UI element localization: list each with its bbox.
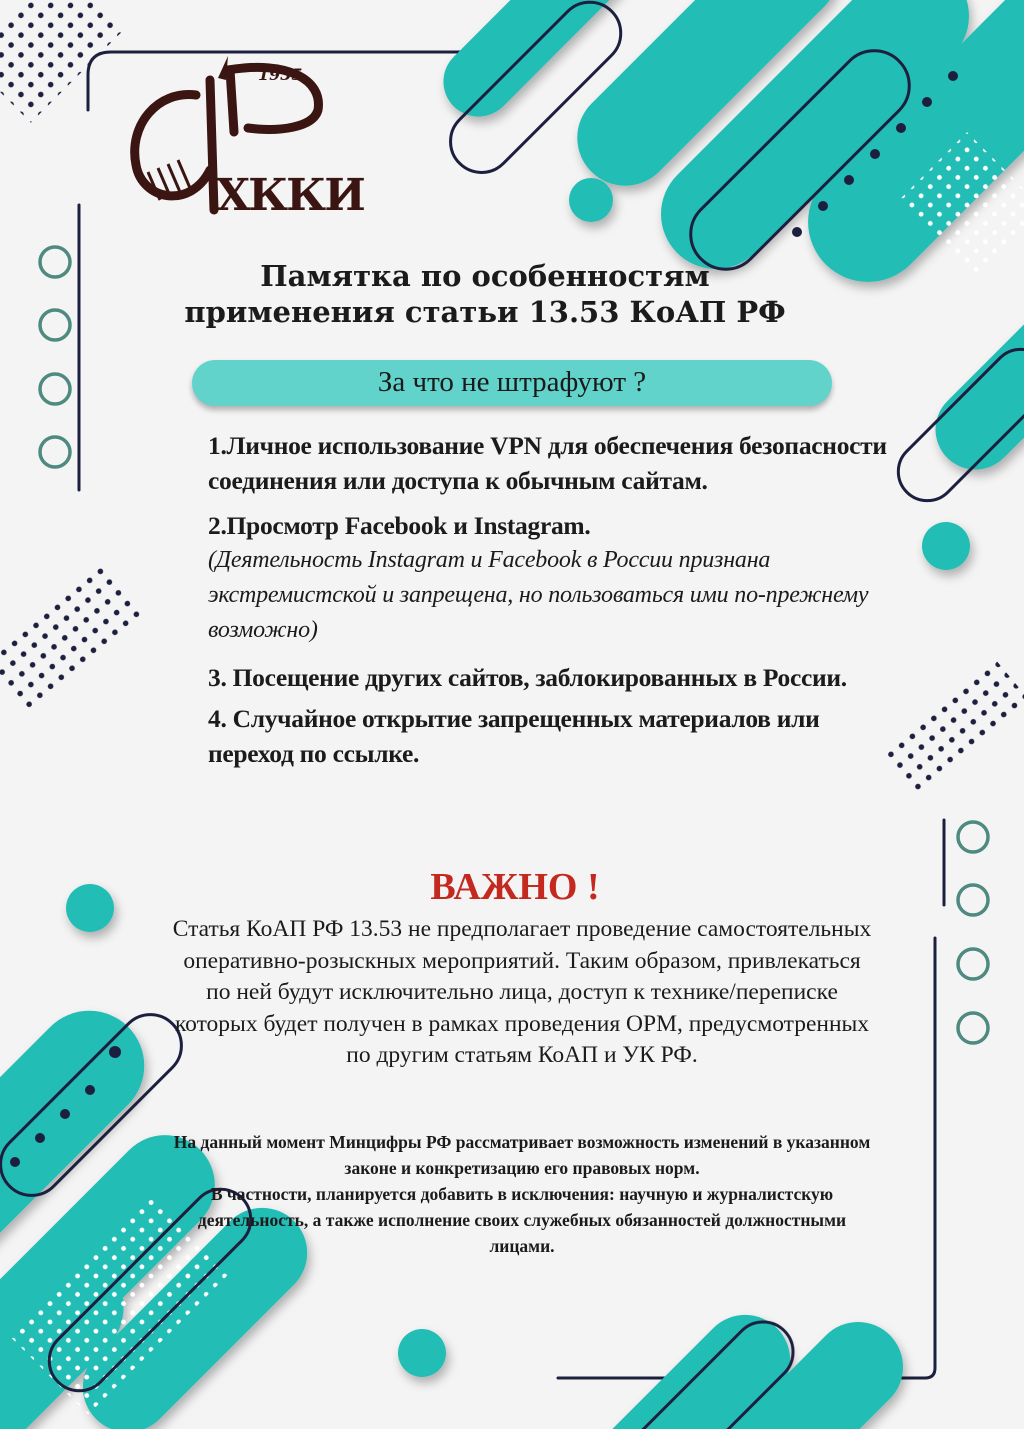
section-banner-label: За что не штрафуют ? bbox=[377, 366, 647, 398]
list-item-3: 3. Посещение других сайтов, заблокированных в России. bbox=[208, 663, 847, 692]
footer-note-line-1: На данный момент Минцифры РФ рассматривает возможность изменений в указанном законе и конкретизацию его правовых норм. bbox=[173, 1132, 871, 1178]
college-logo bbox=[118, 50, 364, 222]
important-paragraph: Статья КоАП РФ 13.53 не предполагает проведение самостоятельных оперативно-розыскных мероприятий. Таким образом, привлекаться по ней будут исключительно лица, доступ к технике/переписке которых будет получен в рамках проведения ОРМ, предусмотренных по другим статьям КоАП и УК РФ. bbox=[172, 916, 872, 1068]
list-item-4: 4. Случайное открытие запрещенных материалов или переход по ссылке. bbox=[208, 704, 820, 768]
dots-mid-right bbox=[880, 658, 1024, 797]
page-title bbox=[160, 258, 810, 330]
rings-left bbox=[40, 247, 70, 467]
dots-mid-left bbox=[0, 560, 145, 710]
footer-note-line-2: В частности, планируется добавить в исключения: научную и журналистскую деятельность, а также исполнение своих служебных обязанностей должностными лицами. bbox=[197, 1184, 847, 1256]
logo-letters: ХККИ bbox=[216, 170, 364, 221]
rings-right bbox=[958, 822, 988, 1043]
title-line-1: Памятка по особенностям bbox=[260, 259, 710, 293]
list-item-2-note: (Деятельность Instagram и Facebook в России признана экстремистской и запрещена, но пользоваться ими по-прежнему возможно) bbox=[208, 547, 869, 643]
footer-note bbox=[170, 1129, 874, 1259]
list-item-2: 2.Просмотр Facebook и Instagram. bbox=[208, 511, 591, 540]
section-banner bbox=[192, 360, 832, 406]
logo-year: 1935 bbox=[258, 65, 303, 84]
dots-top-left bbox=[0, 0, 123, 123]
list-item-1: 1.Личное использование VPN для обеспечения безопасности соединения или доступа к обычным сайтам. bbox=[208, 431, 887, 495]
title-line-2: применения статьи 13.53 КоАП РФ bbox=[184, 295, 786, 329]
exceptions-list bbox=[208, 428, 888, 771]
important-heading: ВАЖНО ! bbox=[430, 866, 600, 908]
